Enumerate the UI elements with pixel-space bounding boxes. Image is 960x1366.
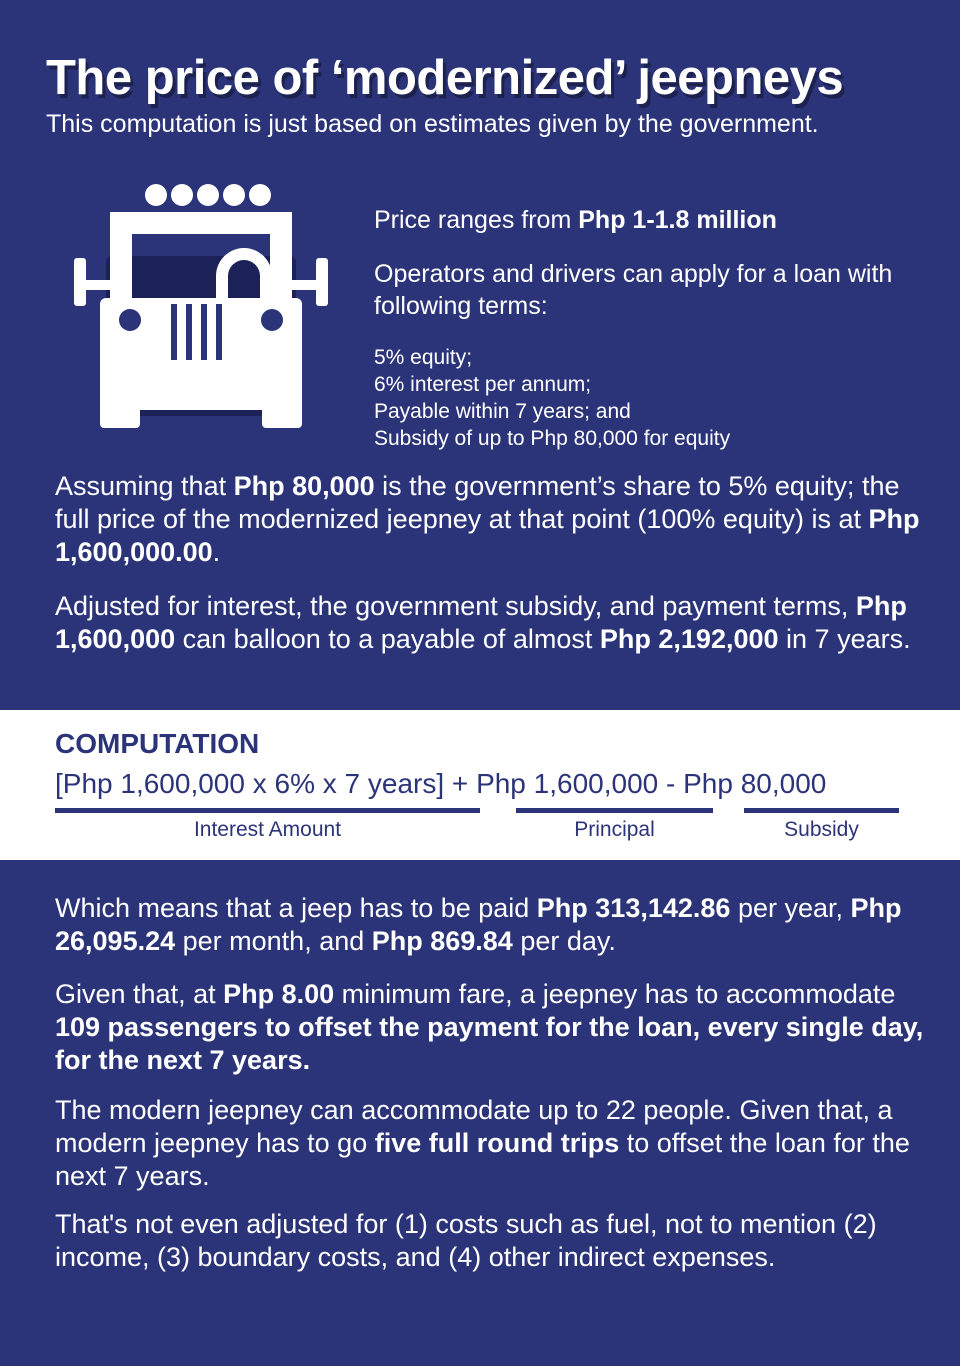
interest-expression: [Php 1,600,000 x 6% x 7 years] — [55, 768, 445, 799]
interest-label: Interest Amount — [193, 818, 342, 841]
subsidy-expression: Php 80,000 — [683, 768, 827, 799]
page-subtitle: This computation is just based on estimates given by the government. — [46, 110, 819, 138]
jeepney-icon — [70, 180, 330, 430]
round-trips-paragraph: The modern jeepney can accommodate up to 22 people. Given that, a modern jeepney has to go five full round trips to offset the loan for the next 7 years. — [55, 1095, 910, 1191]
loan-intro: Operators and drivers can apply for a loan with following terms: — [374, 260, 893, 320]
subsidy-label: Subsidy — [784, 818, 859, 841]
loan-terms-list — [374, 344, 934, 452]
page-title: The price of ‘modernized’ jeepneys — [46, 51, 844, 105]
plus-sign: + — [451, 768, 469, 799]
principal-label: Principal — [574, 818, 655, 841]
payment-breakdown-paragraph: Which means that a jeep has to be paid Php 313,142.86 per year, Php 26,095.24 per month, and Php 869.84 per day. — [55, 893, 902, 956]
loan-term: Payable within 7 years; and — [374, 400, 631, 423]
principal-expression: Php 1,600,000 — [476, 768, 659, 799]
loan-term: Subsidy of up to Php 80,000 for equity — [374, 427, 731, 450]
price-range: Price ranges from Php 1-1.8 million — [374, 206, 777, 234]
loan-term: 6% interest per annum; — [374, 373, 592, 396]
costs-paragraph: That's not even adjusted for (1) costs such as fuel, not to mention (2) income, (3) boundary costs, and (4) other indirect expenses. — [55, 1209, 877, 1272]
balloon-paragraph: Adjusted for interest, the government subsidy, and payment terms, Php 1,600,000 can balloon to a payable of almost Php 2,192,000 in 7 years. — [55, 591, 911, 654]
loan-term: 5% equity; — [374, 346, 473, 369]
subsidy-underline — [744, 808, 899, 813]
price-info — [374, 204, 934, 452]
passengers-paragraph: Given that, at Php 8.00 minimum fare, a jeepney has to accommodate 109 passengers to offset the payment for the loan, every single day, for the next 7 years. — [55, 979, 924, 1075]
minus-sign: - — [666, 768, 676, 799]
principal-underline — [516, 808, 713, 813]
interest-underline — [55, 808, 480, 813]
computation-formula — [55, 768, 826, 800]
computation-heading: COMPUTATION — [55, 728, 260, 759]
equity-paragraph: Assuming that Php 80,000 is the government’s share to 5% equity; the full price of the modernized jeepney at that point (100% equity) is at Php 1,600,000.00. — [55, 471, 920, 567]
